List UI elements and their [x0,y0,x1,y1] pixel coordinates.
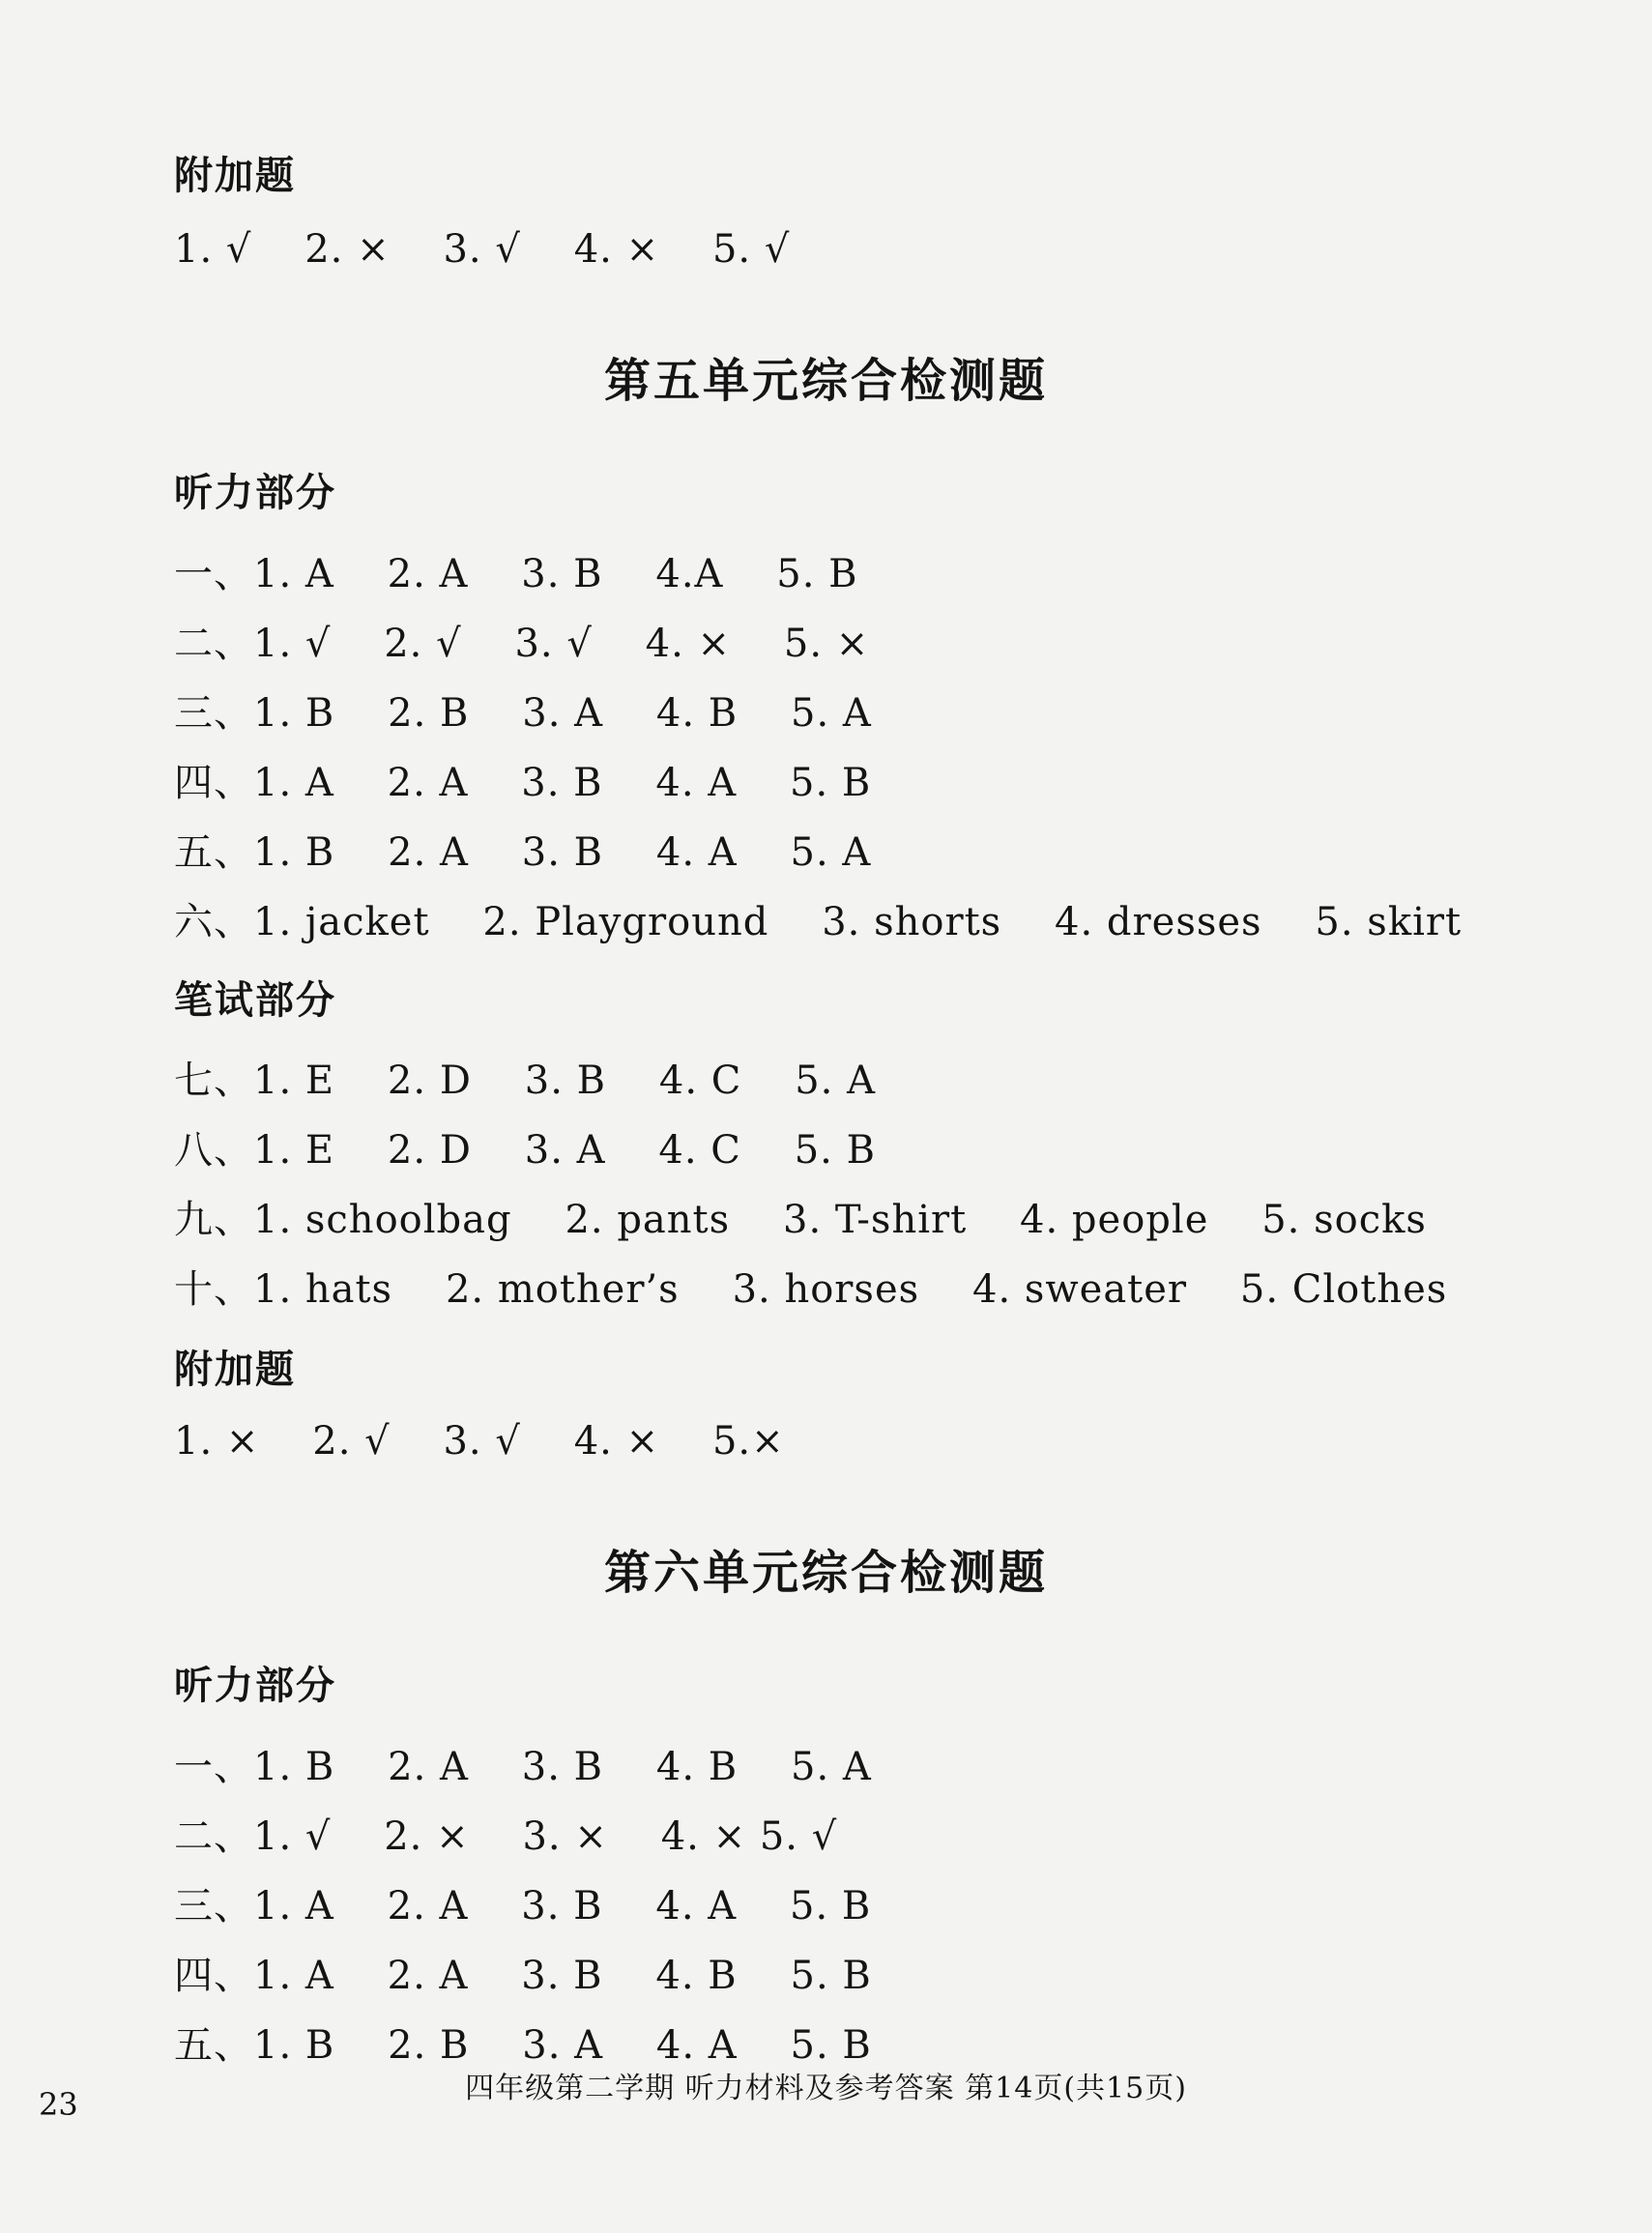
unit6-answer-line: 四、1. A 2. A 3. B 4. B 5. B [174,1954,872,1998]
unit5-answer-line: 三、1. B 2. B 3. A 4. B 5. A [174,691,872,736]
extra-questions-label: 附加题 [174,154,296,198]
unit5-written-label: 笔试部分 [174,978,336,1023]
unit5-written-line: 七、1. E 2. D 3. B 4. C 5. A [174,1058,876,1103]
unit6-answer-line: 三、1. A 2. A 3. B 4. A 5. B [174,1884,872,1928]
unit6-title: 第六单元综合检测题 [603,1546,1048,1600]
unit5-answer-line: 六、1. jacket 2. Playground 3. shorts 4. dresses 5. skirt [174,900,1463,944]
unit5-extra-answers: 1. × 2. √ 3. √ 4. × 5.× [174,1419,785,1464]
unit6-answer-line: 五、1. B 2. B 3. A 4. A 5. B [174,2023,872,2068]
unit5-written-line: 九、1. schoolbag 2. pants 3. T-shirt 4. people 5. socks [174,1198,1427,1242]
unit5-extra-label: 附加题 [174,1348,296,1392]
unit6-answer-line: 一、1. B 2. A 3. B 4. B 5. A [174,1745,872,1789]
unit5-listening-label: 听力部分 [174,471,336,515]
extra-questions-answers: 1. √ 2. × 3. √ 4. × 5. √ [174,227,791,272]
unit5-answer-line: 一、1. A 2. A 3. B 4.A 5. B [174,552,858,596]
unit5-title: 第五单元综合检测题 [603,354,1048,408]
unit5-answer-line: 五、1. B 2. A 3. B 4. A 5. A [174,830,872,875]
unit6-listening-label: 听力部分 [174,1664,336,1708]
unit5-written-line: 十、1. hats 2. mother’s 3. horses 4. sweater 5. Clothes [174,1267,1448,1312]
unit5-answer-line: 二、1. √ 2. √ 3. √ 4. × 5. × [174,622,870,666]
unit5-answer-line: 四、1. A 2. A 3. B 4. A 5. B [174,761,872,805]
unit5-written-line: 八、1. E 2. D 3. A 4. C 5. B [174,1128,876,1173]
unit6-answer-line: 二、1. √ 2. × 3. × 4. × 5. √ [174,1814,838,1859]
page-footer: 四年级第二学期 听力材料及参考答案 第14页(共15页) [465,2072,1187,2105]
page-number: 23 [39,2086,78,2123]
